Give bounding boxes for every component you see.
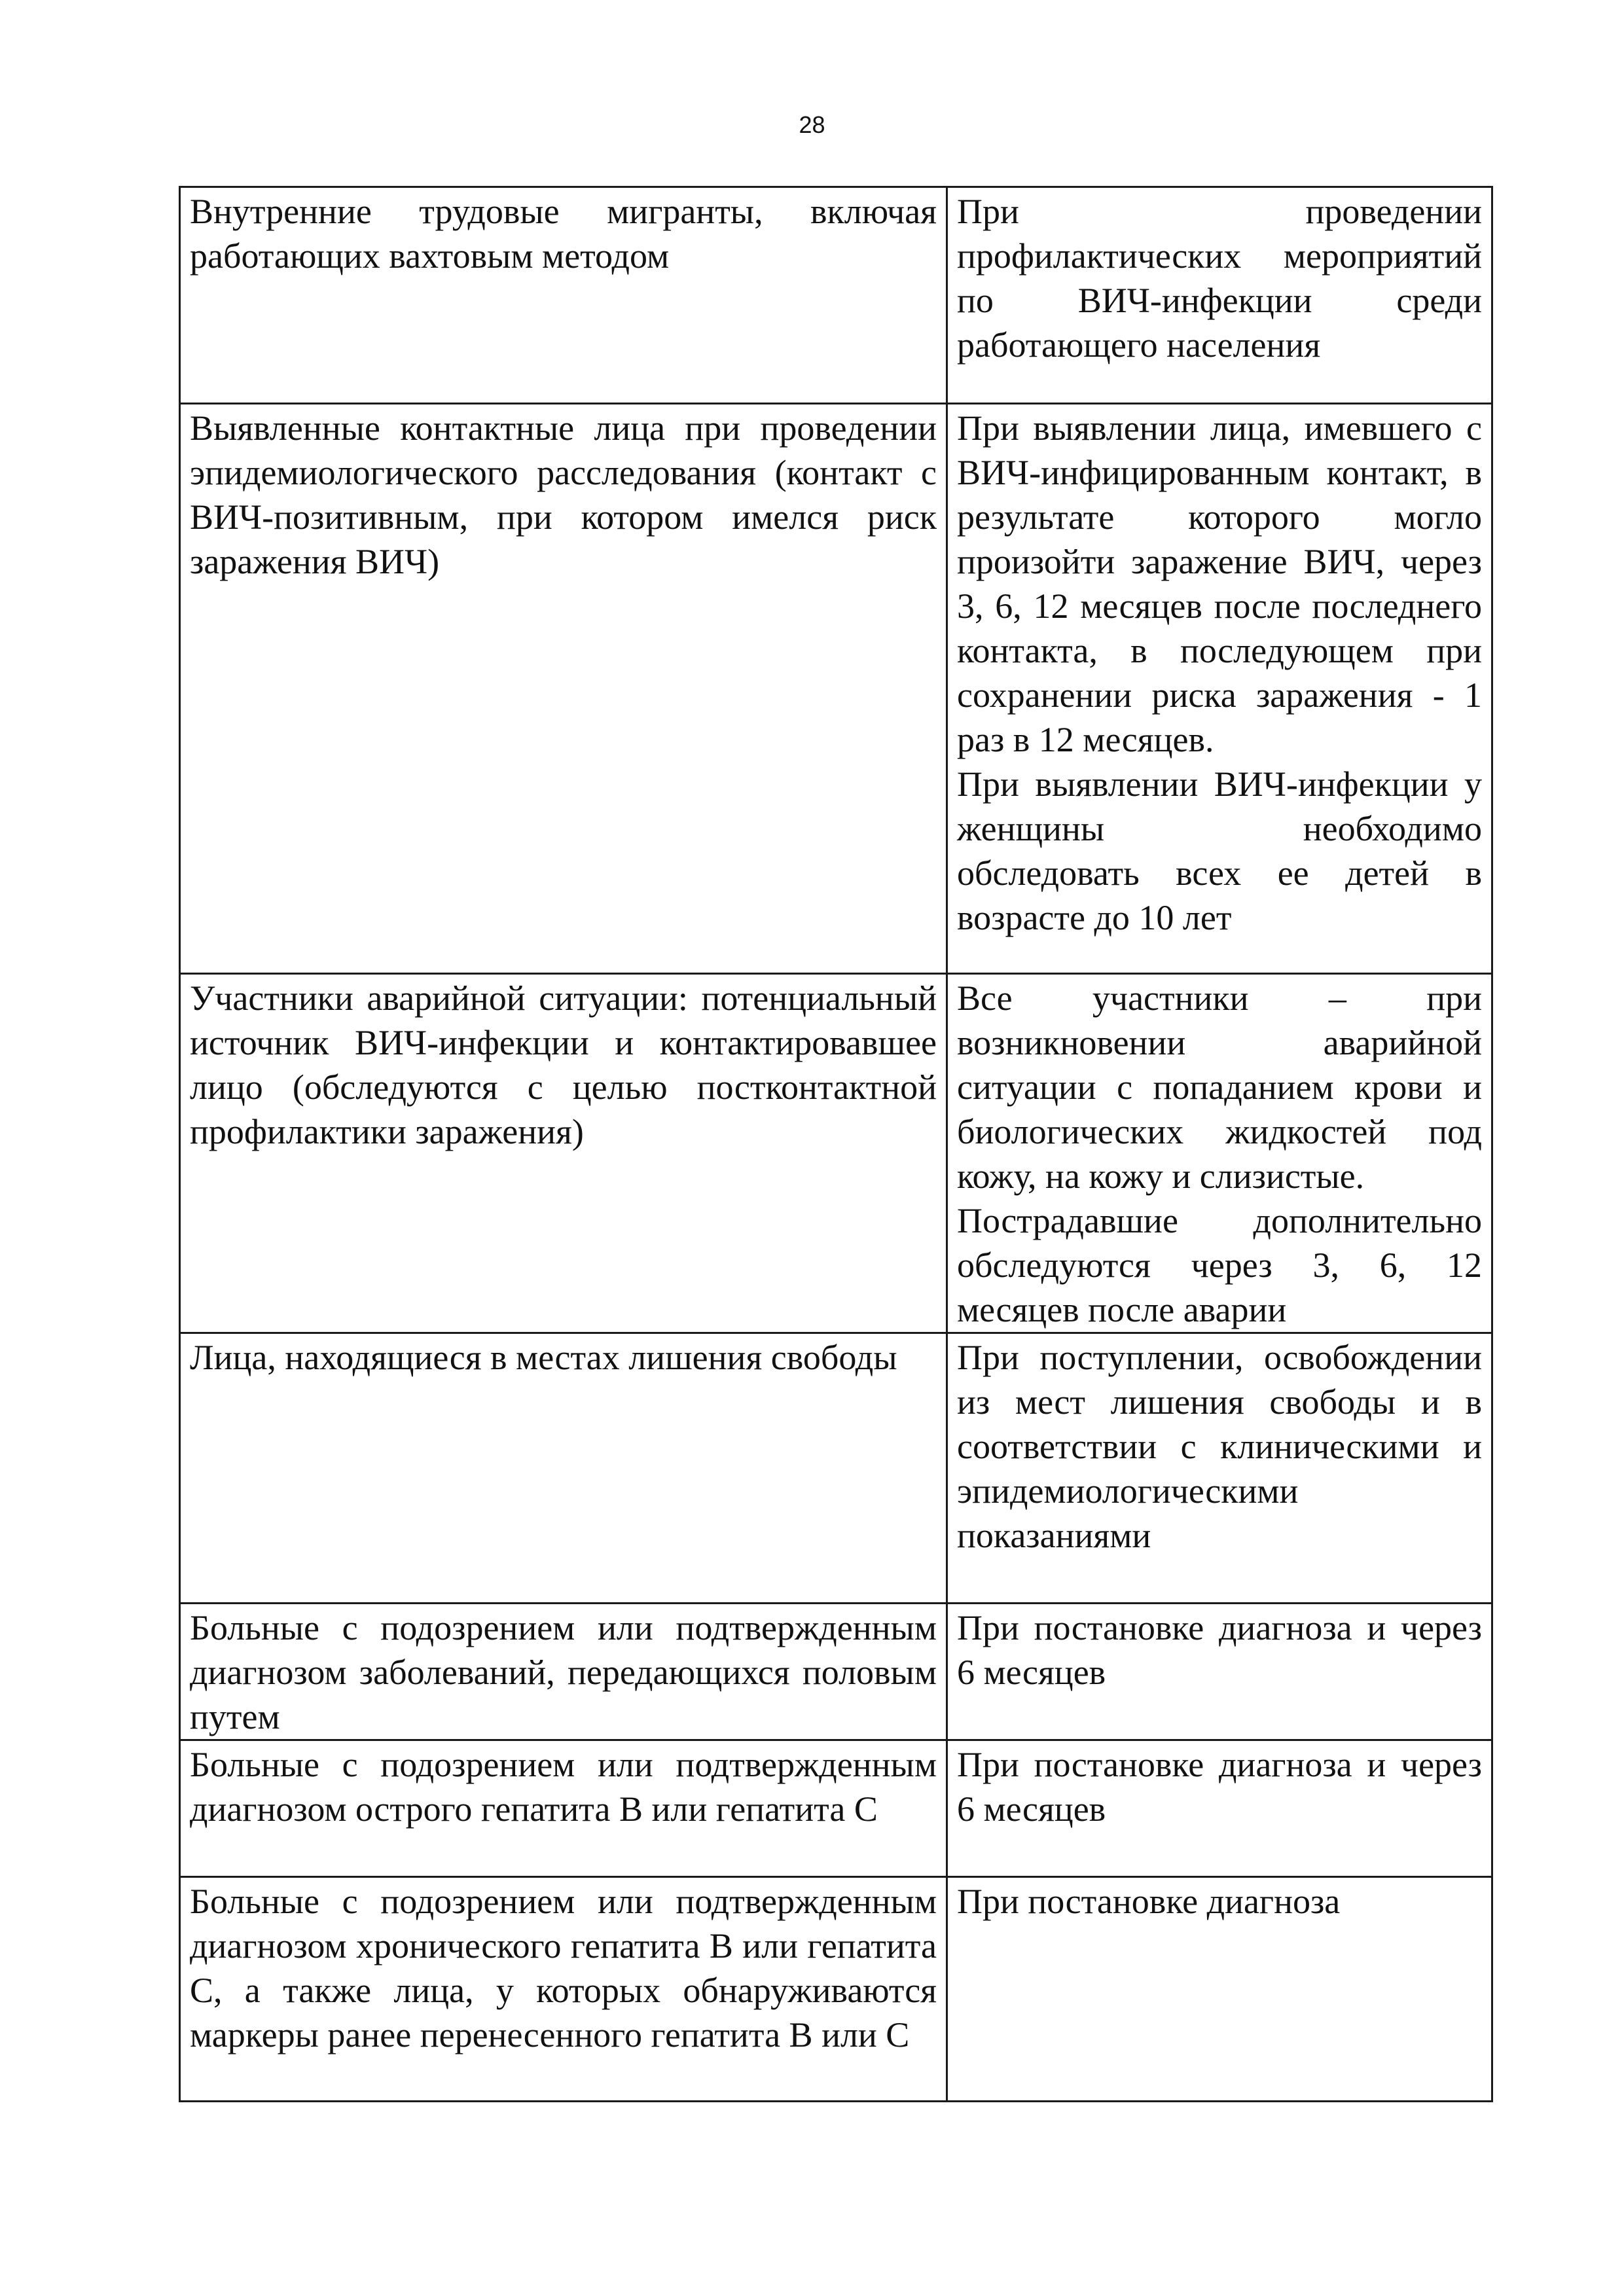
screening-table bbox=[179, 186, 1493, 2102]
group-text: Участники аварийной ситуации: потенциальный источник ВИЧ-инфекции и контактировавшее лицо (обследуются с целью постконтактной профилактики заражения) bbox=[190, 978, 937, 1151]
indication-cell bbox=[947, 404, 1492, 974]
table-row bbox=[180, 187, 1492, 404]
indication-text: При поступлении, освобождении из мест лишения свободы и в соответствии с клиническими и эпидемиологическими показаниями bbox=[957, 1338, 1482, 1555]
indication-text: При постановке диагноза bbox=[957, 1882, 1341, 1921]
indication-cell bbox=[947, 1333, 1492, 1604]
indication-text: Все участники – при возникновении аварийной ситуации с попаданием крови и биологических жидкостей под кожу, на кожу и слизистые. bbox=[957, 978, 1482, 1196]
table-row bbox=[180, 1604, 1492, 1740]
group-text: Больные с подозрением или подтвержденным диагнозом заболеваний, передающихся половым путем bbox=[190, 1608, 937, 1736]
group-cell bbox=[180, 404, 947, 974]
indication-text: Пострадавшие дополнительно обследуются через 3, 6, 12 месяцев после аварии bbox=[957, 1201, 1482, 1329]
indication-cell bbox=[947, 1604, 1492, 1740]
indication-cell bbox=[947, 1740, 1492, 1877]
group-cell bbox=[180, 1333, 947, 1604]
indication-text: При постановке диагноза и через 6 месяцев bbox=[957, 1608, 1482, 1692]
group-text: Внутренние трудовые мигранты, включая работающих вахтовым методом bbox=[190, 192, 937, 276]
group-cell bbox=[180, 187, 947, 404]
table-row bbox=[180, 974, 1492, 1333]
table-row bbox=[180, 1877, 1492, 2102]
page-number: 28 bbox=[799, 111, 825, 138]
indication-text: При постановке диагноза и через 6 месяцев bbox=[957, 1745, 1482, 1829]
table-row bbox=[180, 404, 1492, 974]
table-row bbox=[180, 1740, 1492, 1877]
indication-cell bbox=[947, 974, 1492, 1333]
indication-text: При выявлении ВИЧ-инфекции у женщины необходимо обследовать всех ее детей в возрасте до 10 лет bbox=[957, 764, 1482, 937]
group-text: Больные с подозрением или подтвержденным диагнозом острого гепатита В или гепатита С bbox=[190, 1745, 937, 1829]
group-cell bbox=[180, 974, 947, 1333]
group-cell bbox=[180, 1740, 947, 1877]
group-text: Лица, находящиеся в местах лишения свободы bbox=[190, 1338, 897, 1377]
indication-text: При проведении профилактических мероприятий по ВИЧ-инфекции среди работающего населения bbox=[957, 192, 1482, 365]
indication-cell bbox=[947, 187, 1492, 404]
group-text: Выявленные контактные лица при проведении эпидемиологического расследования (контакт с ВИЧ-позитивным, при котором имелся риск заражения ВИЧ) bbox=[190, 408, 937, 581]
indication-text: При выявлении лица, имевшего с ВИЧ-инфицированным контакт, в результате которого могло произойти заражение ВИЧ, через 3, 6, 12 месяцев после последнего контакта, в последующем при сохранении риска заражения - 1 раз в 12 месяцев. bbox=[957, 408, 1482, 759]
group-cell bbox=[180, 1604, 947, 1740]
indication-cell bbox=[947, 1877, 1492, 2102]
table-row bbox=[180, 1333, 1492, 1604]
group-cell bbox=[180, 1877, 947, 2102]
group-text: Больные с подозрением или подтвержденным диагнозом хронического гепатита В или гепатита С, а также лица, у которых обнаруживаются маркеры ранее перенесенного гепатита В или С bbox=[190, 1882, 937, 2054]
